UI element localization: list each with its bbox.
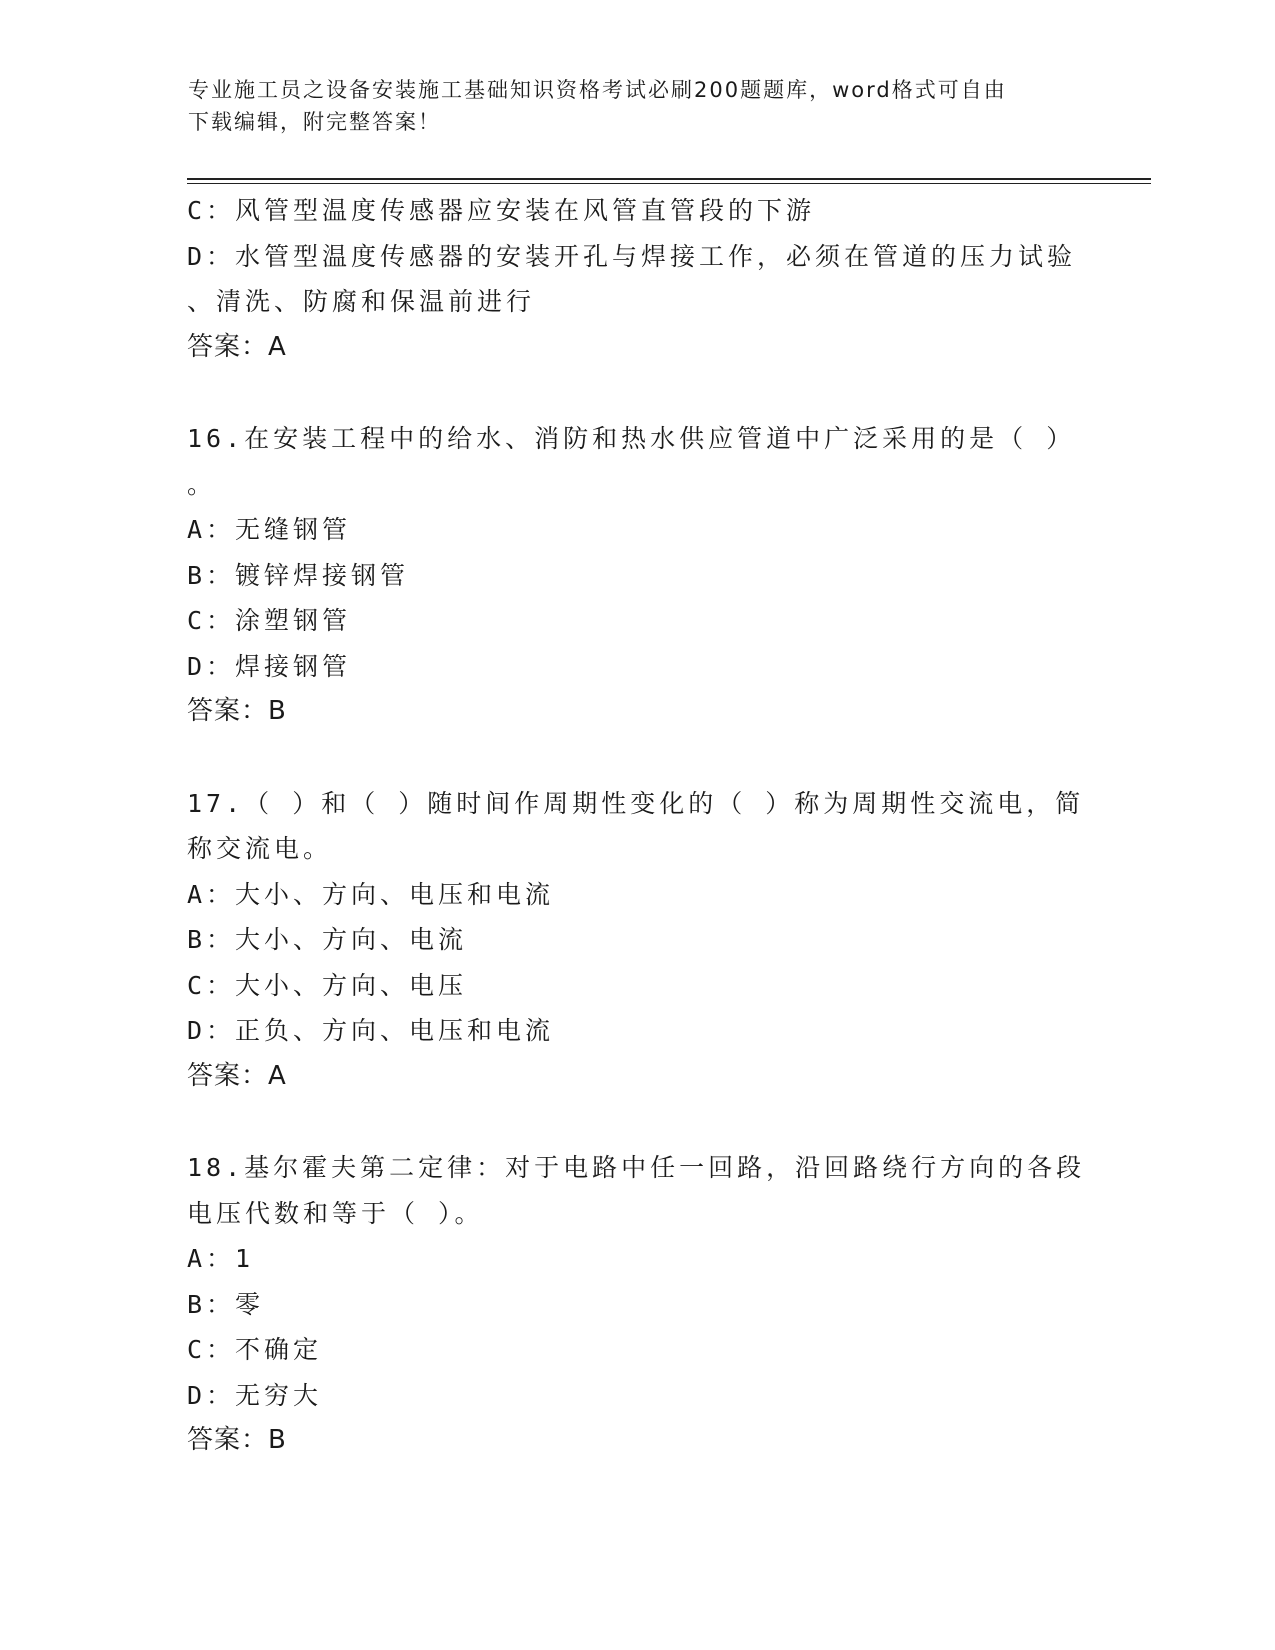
question-17 bbox=[187, 781, 1087, 1100]
header-line-2: 下载编辑，附完整答案！ bbox=[188, 110, 441, 134]
header-line-1: 专业施工员之设备安装施工基础知识资格考试必刷200题题库，word格式可自由 bbox=[188, 78, 1007, 102]
question-stem-line-2: 称交流电。 bbox=[187, 834, 333, 863]
question-stem-line-1: 16.在安装工程中的给水、消防和热水供应管道中广泛采用的是（ ） bbox=[187, 424, 1076, 453]
option-b: B：镀锌焊接钢管 bbox=[187, 560, 410, 590]
question-16 bbox=[187, 416, 1087, 735]
header-rule-thin bbox=[187, 183, 1151, 184]
option-c: C：不确定 bbox=[187, 1335, 323, 1364]
option-d: D：焊接钢管 bbox=[187, 651, 352, 681]
option-a: A：无缝钢管 bbox=[187, 515, 352, 544]
answer: 答案：A bbox=[187, 331, 287, 362]
question-stem-line-1: 17.（ ）和（ ）随时间作周期性变化的（ ）称为周期性交流电，简 bbox=[187, 788, 1085, 818]
answer: 答案：B bbox=[187, 696, 287, 726]
document-header bbox=[188, 74, 1088, 138]
option-d: D：正负、方向、电压和电流 bbox=[187, 1016, 555, 1045]
question-content bbox=[187, 188, 1087, 1464]
answer: 答案：A bbox=[187, 1060, 287, 1091]
option-b: B：大小、方向、电流 bbox=[187, 925, 468, 954]
option-b: B：零 bbox=[187, 1289, 265, 1319]
option-d-line-2: 、清洗、防腐和保温前进行 bbox=[187, 287, 536, 316]
question-18 bbox=[187, 1145, 1087, 1464]
question-15-tail bbox=[187, 188, 1087, 370]
header-rule-thick bbox=[187, 178, 1151, 180]
option-c: C：风管型温度传感器应安装在风管直管段的下游 bbox=[187, 196, 816, 225]
option-a: A：1 bbox=[187, 1244, 255, 1273]
question-stem-line-2: 。 bbox=[187, 469, 217, 499]
spacer bbox=[187, 1099, 1087, 1145]
option-c: C：大小、方向、电压 bbox=[187, 970, 468, 1000]
option-d: D：无穷大 bbox=[187, 1380, 323, 1410]
option-c: C：涂塑钢管 bbox=[187, 606, 352, 635]
option-d-line-1: D：水管型温度传感器的安装开孔与焊接工作，必须在管道的压力试验 bbox=[187, 241, 1077, 271]
question-stem-line-2: 电压代数和等于（ ）。 bbox=[187, 1198, 484, 1228]
option-a: A：大小、方向、电压和电流 bbox=[187, 879, 555, 909]
answer: 答案：B bbox=[187, 1425, 287, 1455]
spacer bbox=[187, 370, 1087, 416]
spacer bbox=[187, 735, 1087, 781]
question-stem-line-1: 18.基尔霍夫第二定律：对于电路中任一回路，沿回路绕行方向的各段 bbox=[187, 1153, 1086, 1182]
